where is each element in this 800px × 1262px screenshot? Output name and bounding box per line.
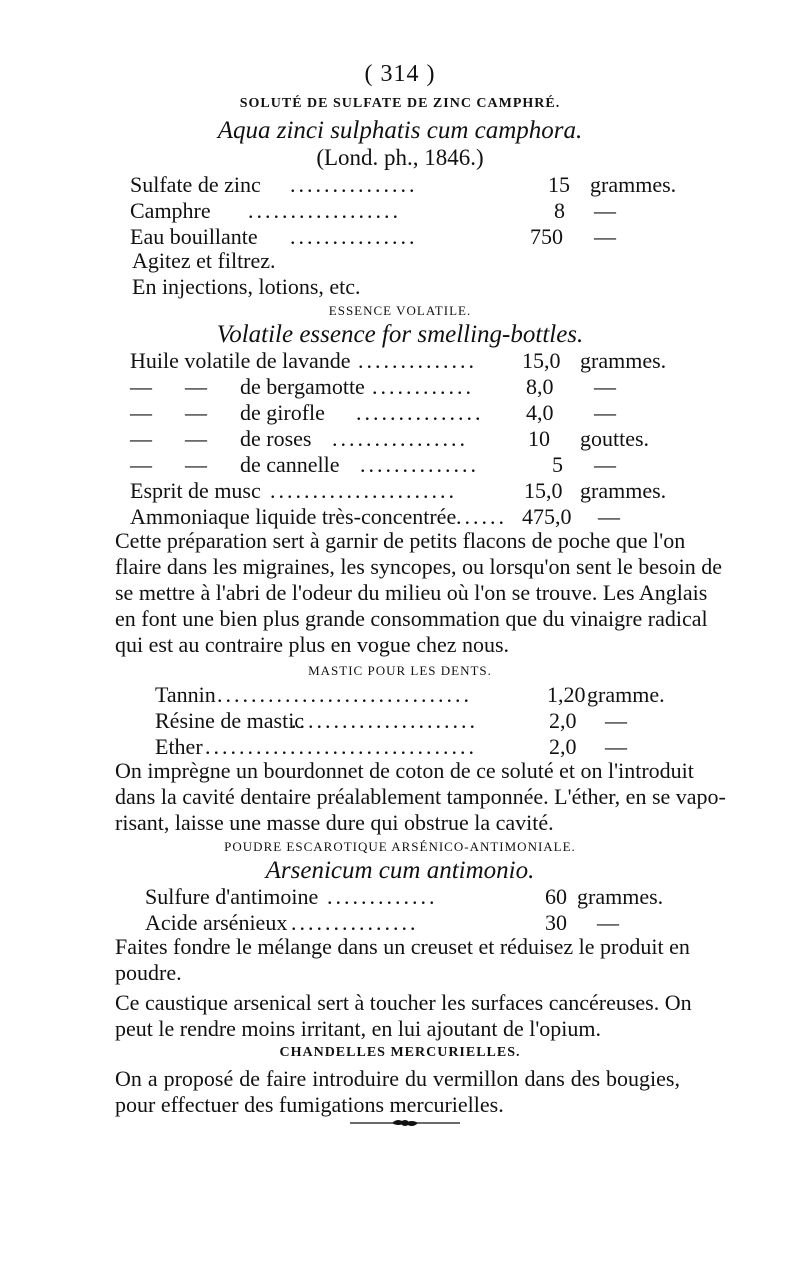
latin-title-arsenicum: Arsenicum cum antimonio. — [265, 857, 535, 884]
leader-dots: .............. — [360, 452, 479, 477]
ingredient-quantity: 15,0 — [522, 348, 561, 373]
ingredient-unit: grammes. — [580, 348, 667, 373]
paragraph-line: flaire dans les migraines, les syncopes, ou lorsqu'on sent le besoin de — [115, 554, 722, 579]
ingredient-quantity: 475,0 — [522, 504, 572, 529]
paragraph-line: poudre. — [115, 960, 182, 985]
ingredient-row — [145, 884, 665, 910]
ingredient-unit: grammes. — [590, 172, 677, 197]
ingredient-row — [130, 198, 660, 224]
leader-dots: ............... — [291, 910, 419, 935]
ingredient-name: Esprit de musc — [130, 478, 261, 503]
ingredient-row — [130, 172, 677, 198]
ingredient-quantity: 1,20 — [547, 682, 586, 707]
page-number: ( 314 ) — [364, 61, 436, 87]
ingredient-name: Ether — [155, 734, 203, 759]
ingredient-unit: grammes. — [577, 884, 664, 909]
paragraph-line: On a proposé de faire introduire du vermillon dans des bougies, — [115, 1066, 680, 1091]
ingredient-quantity: 60 — [545, 884, 567, 909]
ingredient-unit: — — [594, 198, 616, 223]
section-heading-volatile-essence: ESSENCE VOLATILE. — [328, 303, 472, 318]
section-heading-escharotic-powder: POUDRE ESCAROTIQUE ARSÉNICO-ANTIMONIALE. — [224, 839, 576, 854]
end-ornament-icon — [350, 1116, 460, 1130]
ingredient-unit: grammes. — [580, 478, 667, 503]
leader-dots: ...................... — [270, 478, 457, 503]
leader-dots: ............. — [327, 884, 438, 909]
instruction-line: Agitez et filtrez. — [132, 248, 276, 273]
ingredient-name: Huile volatile de lavande — [130, 348, 351, 373]
ingredient-row — [155, 708, 675, 734]
leader-dots: ............ — [372, 374, 474, 399]
leader-dots: .............. — [358, 348, 477, 373]
ingredient-unit: — — [605, 734, 627, 759]
ingredient-quantity: 10 — [528, 426, 550, 451]
paragraph-line: se mettre à l'abri de l'odeur du milieu où l'on se trouve. Les Anglais — [115, 580, 708, 605]
ingredient-row — [130, 452, 660, 478]
latin-title-volatile: Volatile essence for smelling-bottles. — [216, 321, 584, 348]
paragraph-line: pour effectuer des fumigations mercurielles. — [115, 1092, 504, 1117]
paragraph-line: en font une bien plus grande consommation que du vinaigre radical — [115, 606, 708, 631]
ingredient-row — [130, 224, 660, 250]
ingredient-name: — — de cannelle — [130, 452, 340, 477]
ingredient-unit: — — [597, 910, 619, 935]
paragraph-line: risant, laisse une masse dure qui obstrue la cavité. — [115, 810, 554, 835]
latin-title-zinc: Aqua zinci sulphatis cum camphora. — [217, 117, 583, 144]
ingredient-unit: — — [605, 708, 627, 733]
ingredient-row — [155, 734, 675, 760]
ingredient-name: Acide arsénieux — [145, 910, 288, 935]
ingredient-row — [130, 374, 660, 400]
leader-dots: ............... — [290, 172, 418, 197]
ingredient-quantity: 8 — [554, 198, 565, 223]
ingredient-quantity: 15 — [548, 172, 570, 197]
ingredient-row — [130, 478, 667, 504]
ingredient-quantity: 5 — [552, 452, 563, 477]
ingredient-name: Résine de mastic — [155, 708, 305, 733]
paragraph-line: Ce caustique arsenical sert à toucher les surfaces cancéreuses. On — [115, 990, 692, 1015]
ingredient-name: — — de girofle — [130, 400, 325, 425]
leader-dots: ............... — [356, 400, 484, 425]
ingredient-quantity: 2,0 — [549, 734, 577, 759]
ingredient-row — [130, 504, 660, 530]
ingredient-quantity: 15,0 — [524, 478, 563, 503]
instruction-line: En injections, lotions, etc. — [132, 274, 361, 299]
ingredient-name: Camphre — [130, 198, 211, 223]
ingredient-row — [155, 682, 675, 708]
leader-dots: .................. — [248, 198, 401, 223]
paragraph-line: dans la cavité dentaire préalablement tamponnée. L'éther, en se vapo- — [115, 784, 726, 809]
ingredient-unit: — — [594, 374, 616, 399]
paragraph-line: Faites fondre le mélange dans un creuset et réduisez le produit en — [115, 934, 690, 959]
ingredient-row — [145, 910, 665, 936]
ingredient-row — [130, 400, 660, 426]
paragraph-line: On imprègne un bourdonnet de coton de ce soluté et on l'introduit — [115, 758, 694, 783]
ingredient-unit: gramme. — [587, 682, 665, 707]
leader-dots: ...... — [456, 504, 507, 529]
paragraph-line: Cette préparation sert à garnir de petits flacons de poche que l'on — [115, 528, 686, 553]
paragraph-line: peut le rendre moins irritant, en lui ajoutant de l'opium. — [115, 1016, 602, 1041]
paragraph-line: qui est au contraire plus en vogue chez nous. — [115, 632, 510, 657]
section-heading-zinc-solute: SOLUTÉ DE SULFATE DE ZINC CAMPHRÉ. — [239, 96, 561, 111]
ingredient-name: Eau bouillante — [130, 224, 258, 249]
ingredient-name: — — de bergamotte — [130, 374, 365, 399]
ingredient-unit: — — [594, 452, 616, 477]
leader-dots: .............................. — [217, 682, 472, 707]
leader-dots: ................................ — [205, 734, 477, 759]
ingredient-row — [130, 426, 660, 452]
ingredient-row — [130, 348, 667, 374]
ingredient-name: Ammoniaque liquide très-concentrée — [130, 504, 457, 529]
ingredient-quantity: 8,0 — [526, 374, 554, 399]
leader-dots: ...................... — [291, 708, 478, 733]
section-heading-dental-mastic: MASTIC POUR LES DENTS. — [308, 663, 492, 678]
leader-dots: ............... — [290, 224, 418, 249]
section-heading-mercurial-candles: CHANDELLES MERCURIELLES. — [279, 1045, 521, 1060]
ingredient-quantity: 750 — [530, 224, 563, 249]
pharmacopoeia-source: (Lond. ph., 1846.) — [316, 145, 484, 170]
ingredient-quantity: 30 — [545, 910, 567, 935]
ingredient-unit: gouttes. — [580, 426, 650, 451]
leader-dots: ................ — [332, 426, 468, 451]
ingredient-name: Sulfure d'antimoine — [145, 884, 319, 909]
ingredient-quantity: 4,0 — [526, 400, 554, 425]
ingredient-name: Tannin — [155, 682, 216, 707]
ingredient-name: — — de roses — [130, 426, 312, 451]
ingredient-quantity: 2,0 — [549, 708, 577, 733]
ingredient-unit: — — [598, 504, 620, 529]
ingredient-name: Sulfate de zinc — [130, 172, 261, 197]
ingredient-unit: — — [594, 224, 616, 249]
ingredient-unit: — — [594, 400, 616, 425]
